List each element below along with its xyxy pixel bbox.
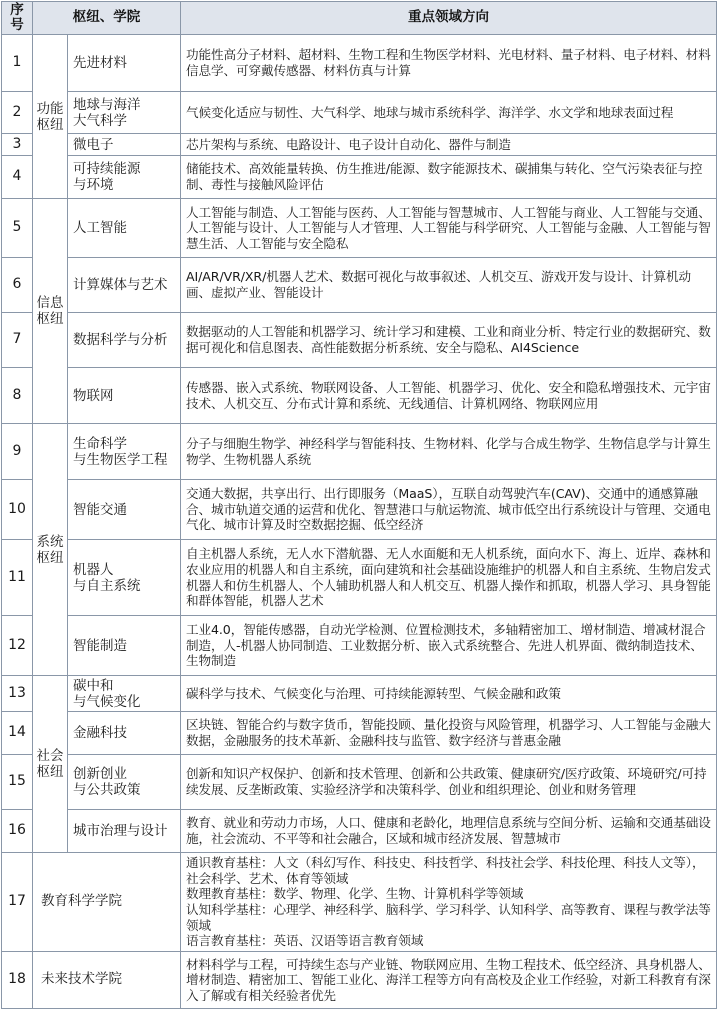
row-number: 18: [2, 952, 33, 1009]
table-row: [2, 810, 717, 853]
row-college-name: 未来技术学院: [33, 952, 181, 1009]
row-number: 3: [2, 134, 33, 156]
header-focus-areas: 重点领域方向: [181, 2, 717, 35]
group-system-hub: 系统 枢纽: [33, 424, 68, 676]
row-name: 智能交通: [68, 480, 181, 540]
table-row: [2, 92, 717, 134]
table-row: [2, 258, 717, 313]
row-focus: 储能技术、高效能量转换、仿生推进/能源、数字能源技术、碳捕集与转化、空气污染表征与控制、毒性与接触风险评估: [181, 156, 717, 199]
row-name: 先进材料: [68, 35, 181, 92]
row-number: 8: [2, 368, 33, 424]
row-number: 11: [2, 540, 33, 616]
row-name: 地球与海洋 大气科学: [68, 92, 181, 134]
row-number: 10: [2, 480, 33, 540]
table-row: [2, 156, 717, 199]
row-focus: 数据驱动的人工智能和机器学习、统计学习和建模、工业和商业分析、特定行业的数据研究、数据可视化和信息图表、高性能数据分析系统、安全与隐私、AI4Science: [181, 313, 717, 368]
row-name: 创新创业 与公共政策: [68, 755, 181, 810]
group-functional-hub: 功能 枢纽: [33, 35, 68, 199]
table-row: [2, 313, 717, 368]
row-name: 计算媒体与艺术: [68, 258, 181, 313]
row-focus: 功能性高分子材料、超材料、生物工程和生物医学材料、光电材料、量子材料、电子材料、材料信息学、可穿戴传感器、材料仿真与计算: [181, 35, 717, 92]
row-name: 城市治理与设计: [68, 810, 181, 853]
row-name: 微电子: [68, 134, 181, 156]
row-number: 15: [2, 755, 33, 810]
row-focus: 通识教育基柱：人文（科幻写作、科技史、科技哲学、科技社会学、科技伦理、科技人文等），社会科学、艺术、体育等领域 数理教育基柱：数学、物理、化学、生物、计算机科学等领域 认知科学基柱：心理学、神经科学、脑科学、学习科学、认知科学、高等教育、课程与教学法等领域 语言教育基柱：英语、汉语等语言教育领域: [181, 853, 717, 952]
row-number: 6: [2, 258, 33, 313]
row-name: 机器人 与自主系统: [68, 540, 181, 616]
row-focus: 教育、就业和劳动力市场，人口、健康和老龄化，地理信息系统与空间分析、运输和交通基础设施，社会流动、不平等和社会融合，区域和城市经济发展、智慧城市: [181, 810, 717, 853]
row-number: 14: [2, 712, 33, 755]
row-focus: 区块链、智能合约与数字货币，智能投顾、量化投资与风险管理，机器学习、人工智能与金融大数据，金融服务的技术革新、金融科技与监管、数字经济与普惠金融: [181, 712, 717, 755]
row-number: 4: [2, 156, 33, 199]
table-row: [2, 35, 717, 92]
row-name: 人工智能: [68, 199, 181, 258]
row-focus: 芯片架构与系统、电路设计、电子设计自动化、器件与制造: [181, 134, 717, 156]
row-name: 数据科学与分析: [68, 313, 181, 368]
row-college-name: 教育科学学院: [33, 853, 181, 952]
row-focus: 材料科学与工程，可持续生态与产业链、物联网应用、生物工程技术、低空经济、具身机器人、增材制造、精密加工、智能工业化、海洋工程等方向有高校及企业工作经验，对新工科教育有深入了解或有相关经验者优先: [181, 952, 717, 1009]
row-focus: 分子与细胞生物学、神经科学与智能科技、生物材料、化学与合成生物学、生物信息学与计算生物学、生物机器人系统: [181, 424, 717, 480]
row-focus: 人工智能与制造、人工智能与医药、人工智能与智慧城市、人工智能与商业、人工智能与交通、人工智能与设计、人工智能与人才管理、人工智能与科学研究、人工智能与金融、人工智能与智慧生活、人工智能与安全隐私: [181, 199, 717, 258]
row-name: 金融科技: [68, 712, 181, 755]
table-row: [2, 424, 717, 480]
row-number: 9: [2, 424, 33, 480]
table-row: [2, 853, 717, 952]
table-row: [2, 368, 717, 424]
group-information-hub: 信息 枢纽: [33, 199, 68, 424]
table-row: [2, 616, 717, 676]
row-focus: 自主机器人系统，无人水下潜航器、无人水面艇和无人机系统，面向水下、海上、近岸、森林和农业应用的机器人和自主系统，面向建筑和社会基础设施维护的机器人和自主系统、生物启发式机器人和仿生机器人、个人辅助机器人和人机交互、机器人操作和抓取，机器人学习、具身智能和群体智能，机器人艺术: [181, 540, 717, 616]
row-focus: 交通大数据，共享出行、出行即服务（MaaS），互联自动驾驶汽车(CAV)、交通中的通感算融合、城市轨道交通的运营和优化、智慧港口与航运物流、城市低空出行系统设计与管理、交通电气化、城市计算及时空数据挖掘、低空经济: [181, 480, 717, 540]
row-focus: 碳科学与技术、气候变化与治理、可持续能源转型、气候金融和政策: [181, 676, 717, 712]
row-number: 13: [2, 676, 33, 712]
row-name: 碳中和 与气候变化: [68, 676, 181, 712]
row-number: 16: [2, 810, 33, 853]
row-number: 7: [2, 313, 33, 368]
header-hub-college: 枢纽、学院: [33, 2, 181, 35]
table-header-row: [2, 2, 717, 35]
table-row: [2, 480, 717, 540]
table-row: [2, 952, 717, 1009]
row-name: 物联网: [68, 368, 181, 424]
table-row: [2, 755, 717, 810]
table-row: [2, 712, 717, 755]
row-number: 12: [2, 616, 33, 676]
row-focus: 工业4.0，智能传感器，自动光学检测、位置检测技术，多轴精密加工、增材制造、增减材混合制造，人-机器人协同制造、工业数据分析、嵌入式系统整合、先进人机界面、微纳制造技术、生物制造: [181, 616, 717, 676]
row-number: 5: [2, 199, 33, 258]
table-row: [2, 199, 717, 258]
row-number: 2: [2, 92, 33, 134]
row-focus: 气候变化适应与韧性、大气科学、地球与城市系统科学、海洋学、水文学和地球表面过程: [181, 92, 717, 134]
row-number: 17: [2, 853, 33, 952]
row-focus: 创新和知识产权保护、创新和技术管理、创新和公共政策、健康研究/医疗政策、环境研究/可持续发展、反垄断政策、实验经济学和决策科学、创业和组织理论、创业和财务管理: [181, 755, 717, 810]
row-focus: AI/AR/VR/XR/机器人艺术、数据可视化与故事叙述、人机交互、游戏开发与设计、计算机动画、虚拟产业、智能设计: [181, 258, 717, 313]
row-focus: 传感器、嵌入式系统、物联网设备、人工智能、机器学习、优化、安全和隐私增强技术、元宇宙技术、人机交互、分布式计算和系统、无线通信、计算机网络、物联网应用: [181, 368, 717, 424]
row-name: 可持续能源 与环境: [68, 156, 181, 199]
table-row: [2, 540, 717, 616]
table-row: [2, 134, 717, 156]
focus-areas-table: [1, 1, 717, 1009]
group-social-hub: 社会 枢纽: [33, 676, 68, 853]
row-name: 生命科学 与生物医学工程: [68, 424, 181, 480]
row-number: 1: [2, 35, 33, 92]
table-row: [2, 676, 717, 712]
header-serial-number: 序 号: [2, 2, 33, 35]
row-name: 智能制造: [68, 616, 181, 676]
